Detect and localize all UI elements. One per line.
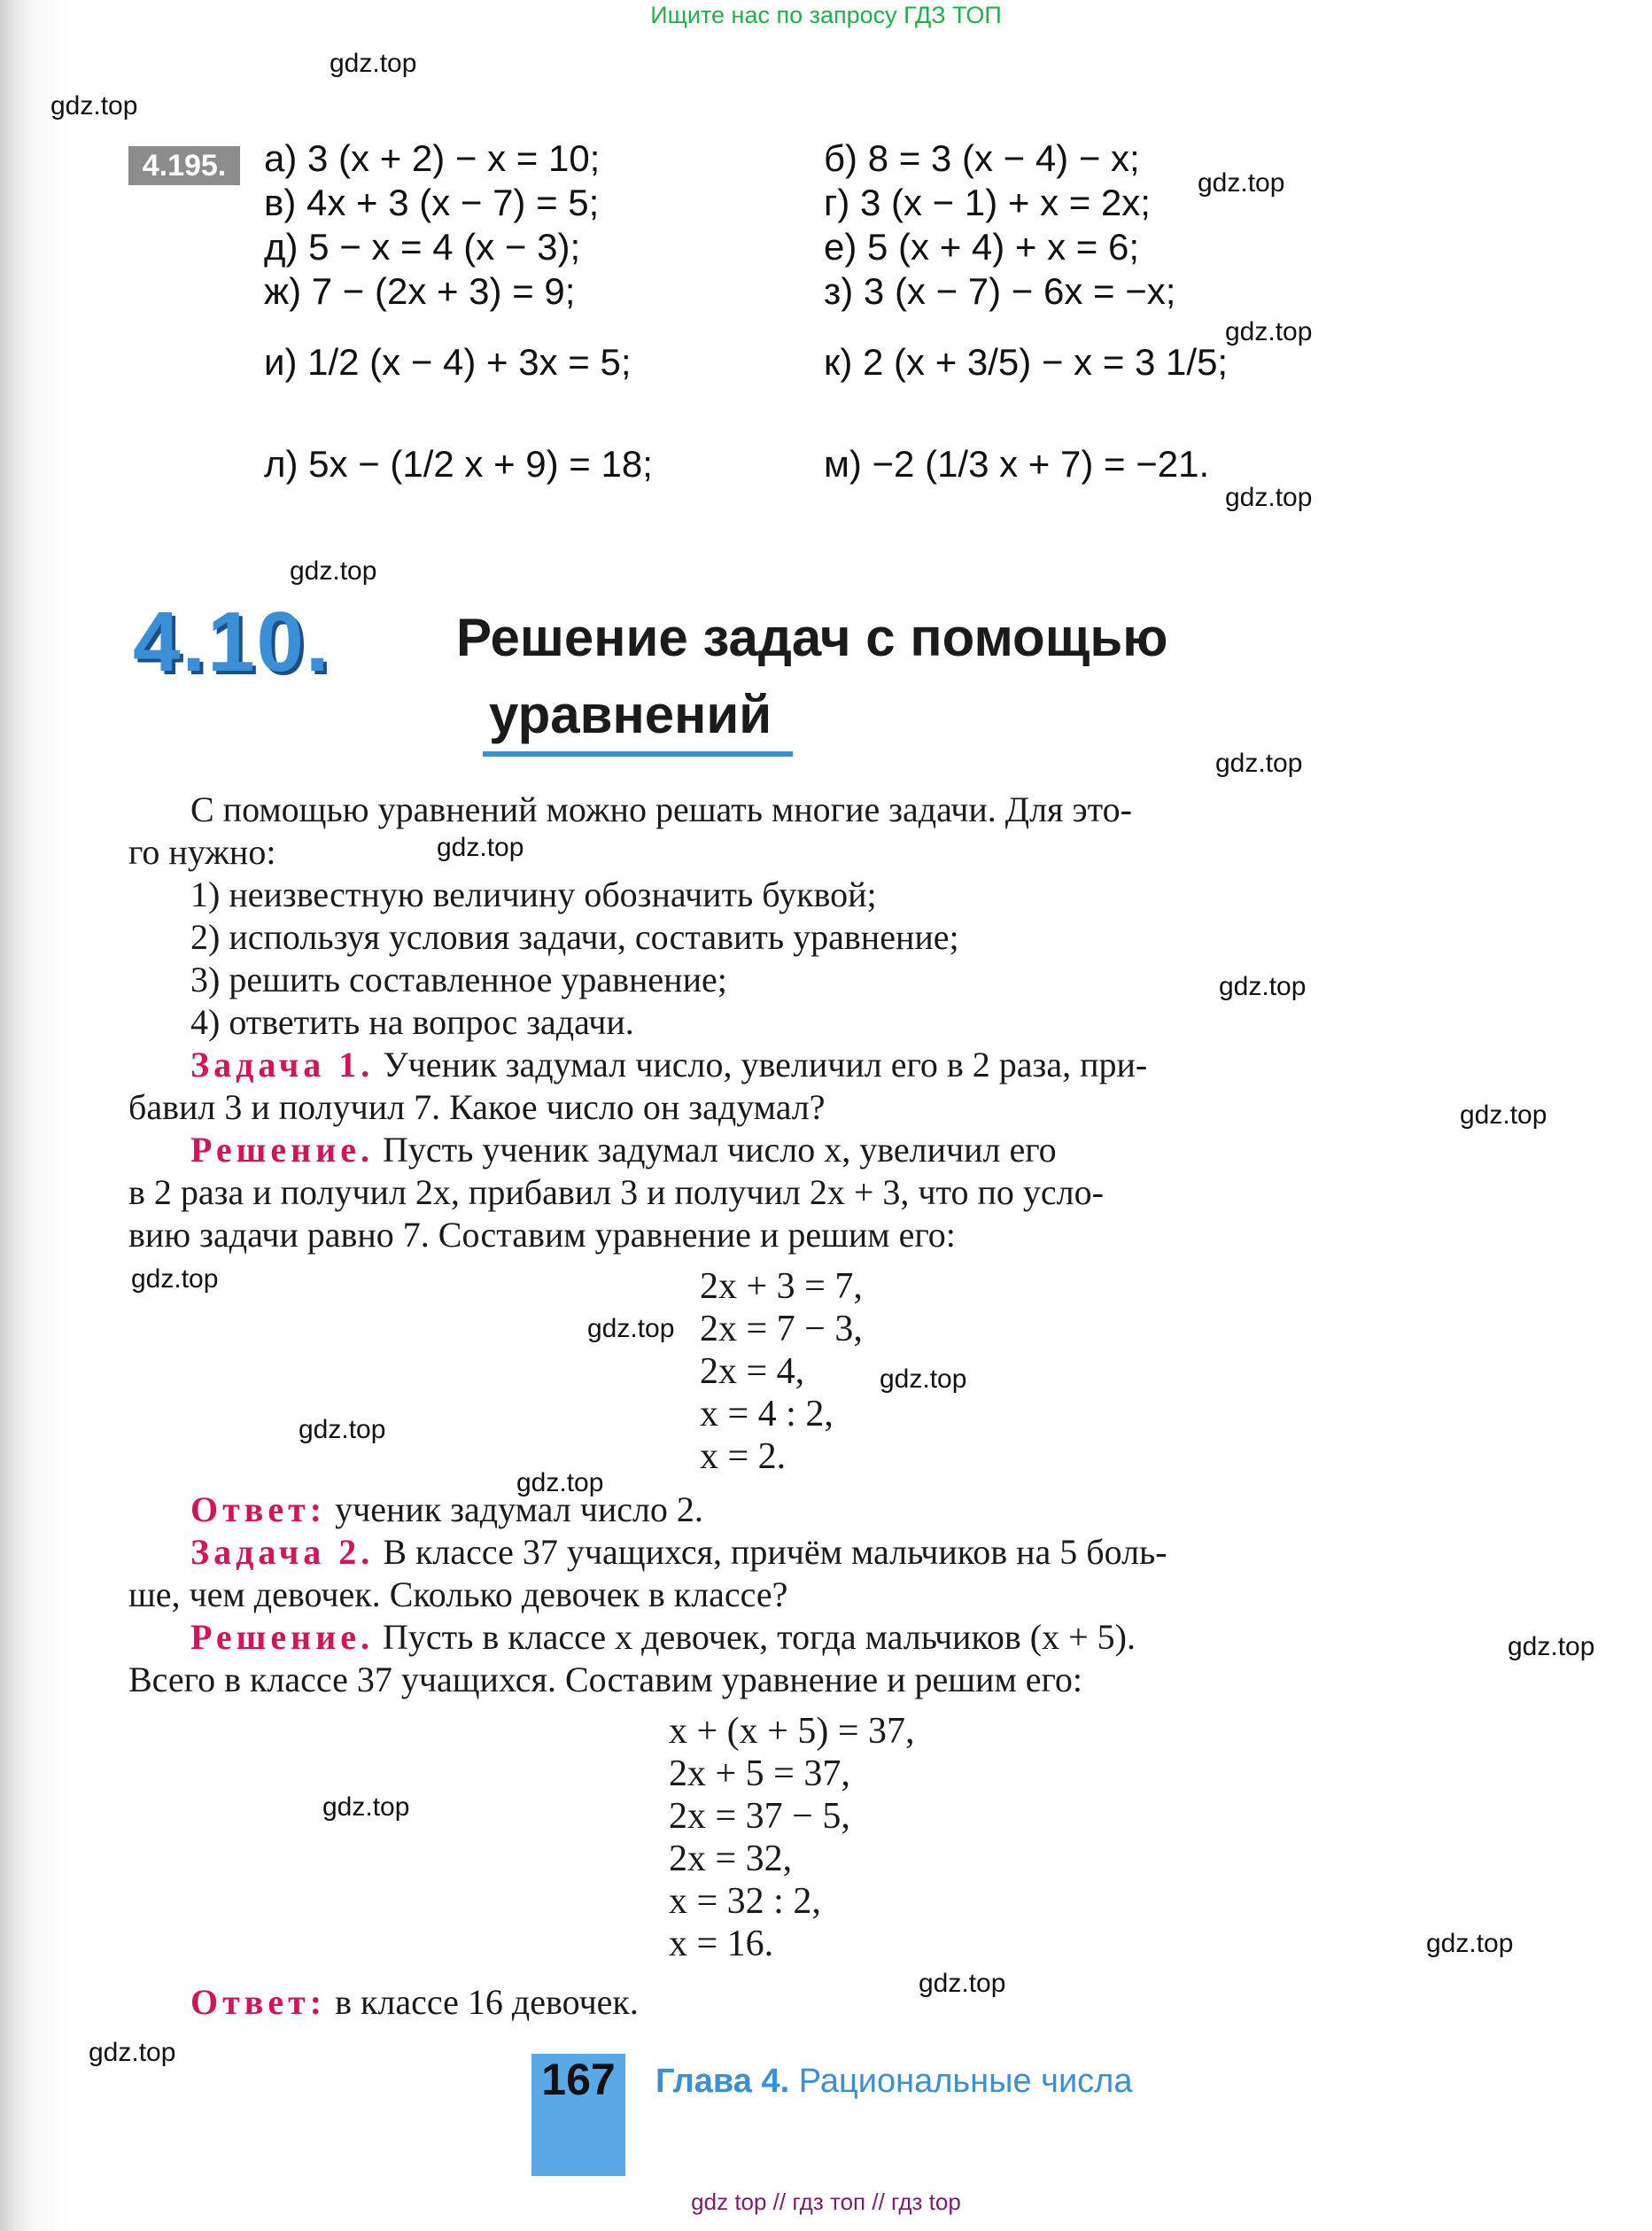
section-title-line2: уравнений [489, 685, 772, 744]
watermark: gdz.top [1225, 317, 1313, 346]
chapter-caption [655, 2063, 1133, 2101]
footer-links-note: gdz top // гдз топ // гдз top [691, 2188, 961, 2215]
task1-statement-a [190, 1044, 1147, 1085]
exercise-item-m: м) −2 (1/3 x + 7) = −21. [824, 443, 1210, 485]
section-title-line1: Решение задач с помощью [456, 608, 1168, 667]
chapter-title: Рациональные числа [798, 2063, 1133, 2100]
task2-sol-b: Всего в классе 37 учащихся. Составим уравнение и решим его: [128, 1660, 1083, 1699]
exercise-item-i: и) 1/2 (x − 4) + 3x = 5; [264, 341, 632, 383]
watermark: gdz.top [1508, 1632, 1595, 1661]
intro-line-1: С помощью уравнений можно решать многие задачи. Для это- [190, 789, 1132, 829]
watermark: gdz.top [1460, 1100, 1547, 1130]
task2-step-3: 2x = 37 − 5, [669, 1796, 850, 1837]
task1-sol-a: Пусть ученик задумал число x, увеличил его [383, 1130, 1057, 1170]
watermark: gdz.top [587, 1314, 675, 1343]
task2-solution-a [190, 1616, 1136, 1658]
watermark: gdz.top [880, 1364, 967, 1394]
watermark: gdz.top [89, 2038, 176, 2067]
task2-step-4: 2x = 32, [669, 1838, 793, 1879]
exercise-item-a: а) 3 (x + 2) − x = 10; [264, 137, 601, 179]
watermark: gdz.top [290, 556, 377, 586]
watermark: gdz.top [1426, 1929, 1514, 1958]
intro-step-2: 2) используя условия задачи, составить уравнение; [190, 917, 959, 957]
watermark: gdz.top [131, 1264, 219, 1294]
task2-answer-text: в классе 16 девочек. [335, 1982, 639, 2022]
task2-label: Задача 2. [190, 1532, 375, 1572]
task1-answer [190, 1489, 703, 1530]
task2-solution-label: Решение. [190, 1617, 375, 1657]
task1-step-3: 2x = 4, [700, 1351, 805, 1392]
task1-text-a: Ученик задумал число, увеличил его в 2 раза, при- [383, 1045, 1148, 1084]
exercise-item-zh: ж) 7 − (2x + 3) = 9; [264, 270, 576, 312]
exercise-item-g: г) 3 (x − 1) + x = 2x; [824, 182, 1151, 223]
watermark: gdz.top [1225, 483, 1313, 512]
watermark: gdz.top [437, 833, 524, 862]
task1-step-4: x = 4 : 2, [700, 1394, 834, 1434]
task2-sol-a: Пусть в классе x девочек, тогда мальчиков (x + 5). [383, 1617, 1136, 1657]
watermark: gdz.top [299, 1415, 386, 1444]
task1-answer-label: Ответ: [190, 1489, 327, 1529]
exercise-item-v: в) 4x + 3 (x − 7) = 5; [264, 182, 600, 223]
task2-text-b: ше, чем девочек. Сколько девочек в классе? [128, 1574, 788, 1614]
task2-step-5: x = 32 : 2, [669, 1881, 821, 1922]
search-hint: Ищите нас по запросу ГДЗ ТОП [650, 2, 1002, 28]
task2-step-2: 2x + 5 = 37, [669, 1753, 850, 1794]
page-number: 167 [541, 2055, 616, 2104]
exercise-item-b: б) 8 = 3 (x − 4) − x; [824, 137, 1140, 179]
task1-solution-label: Решение. [190, 1130, 375, 1170]
task1-solution-a [190, 1129, 1057, 1170]
watermark: gdz.top [330, 49, 417, 78]
chapter-label: Глава 4. [655, 2063, 790, 2100]
exercise-item-e: е) 5 (x + 4) + x = 6; [824, 226, 1139, 268]
task1-step-5: x = 2. [700, 1436, 787, 1477]
watermark: gdz.top [1215, 749, 1303, 778]
watermark: gdz.top [516, 1468, 604, 1497]
intro-step-4: 4) ответить на вопрос задачи. [190, 1002, 634, 1042]
task2-answer-label: Ответ: [190, 1982, 327, 2022]
section-number: 4.10. [133, 595, 331, 689]
task2-text-a: В классе 37 учащихся, причём мальчиков на 5 боль- [383, 1532, 1167, 1572]
task1-step-1: 2x + 3 = 7, [700, 1266, 863, 1307]
task1-sol-b: в 2 раза и получил 2x, прибавил 3 и получил 2x + 3, что по усло- [128, 1172, 1104, 1212]
title-underline [483, 751, 793, 757]
watermark: gdz.top [50, 91, 138, 120]
watermark: gdz.top [919, 1969, 1006, 1998]
intro-line-2: го нужно: [128, 832, 276, 872]
task1-label: Задача 1. [190, 1045, 375, 1084]
task2-step-6: x = 16. [669, 1924, 774, 1964]
task1-answer-text: ученик задумал число 2. [335, 1489, 703, 1529]
task1-sol-c: вию задачи равно 7. Составим уравнение и решим его: [128, 1215, 956, 1255]
watermark: gdz.top [322, 1792, 410, 1822]
task2-answer [190, 1981, 639, 2023]
task1-step-2: 2x = 7 − 3, [700, 1309, 863, 1349]
task1-text-b: бавил 3 и получил 7. Какое число он задумал? [128, 1087, 826, 1127]
intro-step-1: 1) неизвестную величину обозначить буквой; [190, 875, 877, 914]
exercise-item-d: д) 5 − x = 4 (x − 3); [264, 226, 581, 268]
task2-step-1: x + (x + 5) = 37, [669, 1711, 915, 1752]
watermark: gdz.top [1198, 168, 1285, 198]
task2-statement-a [190, 1531, 1167, 1573]
exercise-item-l: л) 5x − (1/2 x + 9) = 18; [264, 443, 653, 485]
exercise-number-badge: 4.195. [128, 146, 240, 185]
exercise-item-z: з) 3 (x − 7) − 6x = −x; [824, 270, 1176, 312]
exercise-item-k: к) 2 (x + 3/5) − x = 3 1/5; [824, 341, 1229, 383]
watermark: gdz.top [1219, 972, 1307, 1001]
intro-step-3: 3) решить составленное уравнение; [190, 960, 727, 999]
